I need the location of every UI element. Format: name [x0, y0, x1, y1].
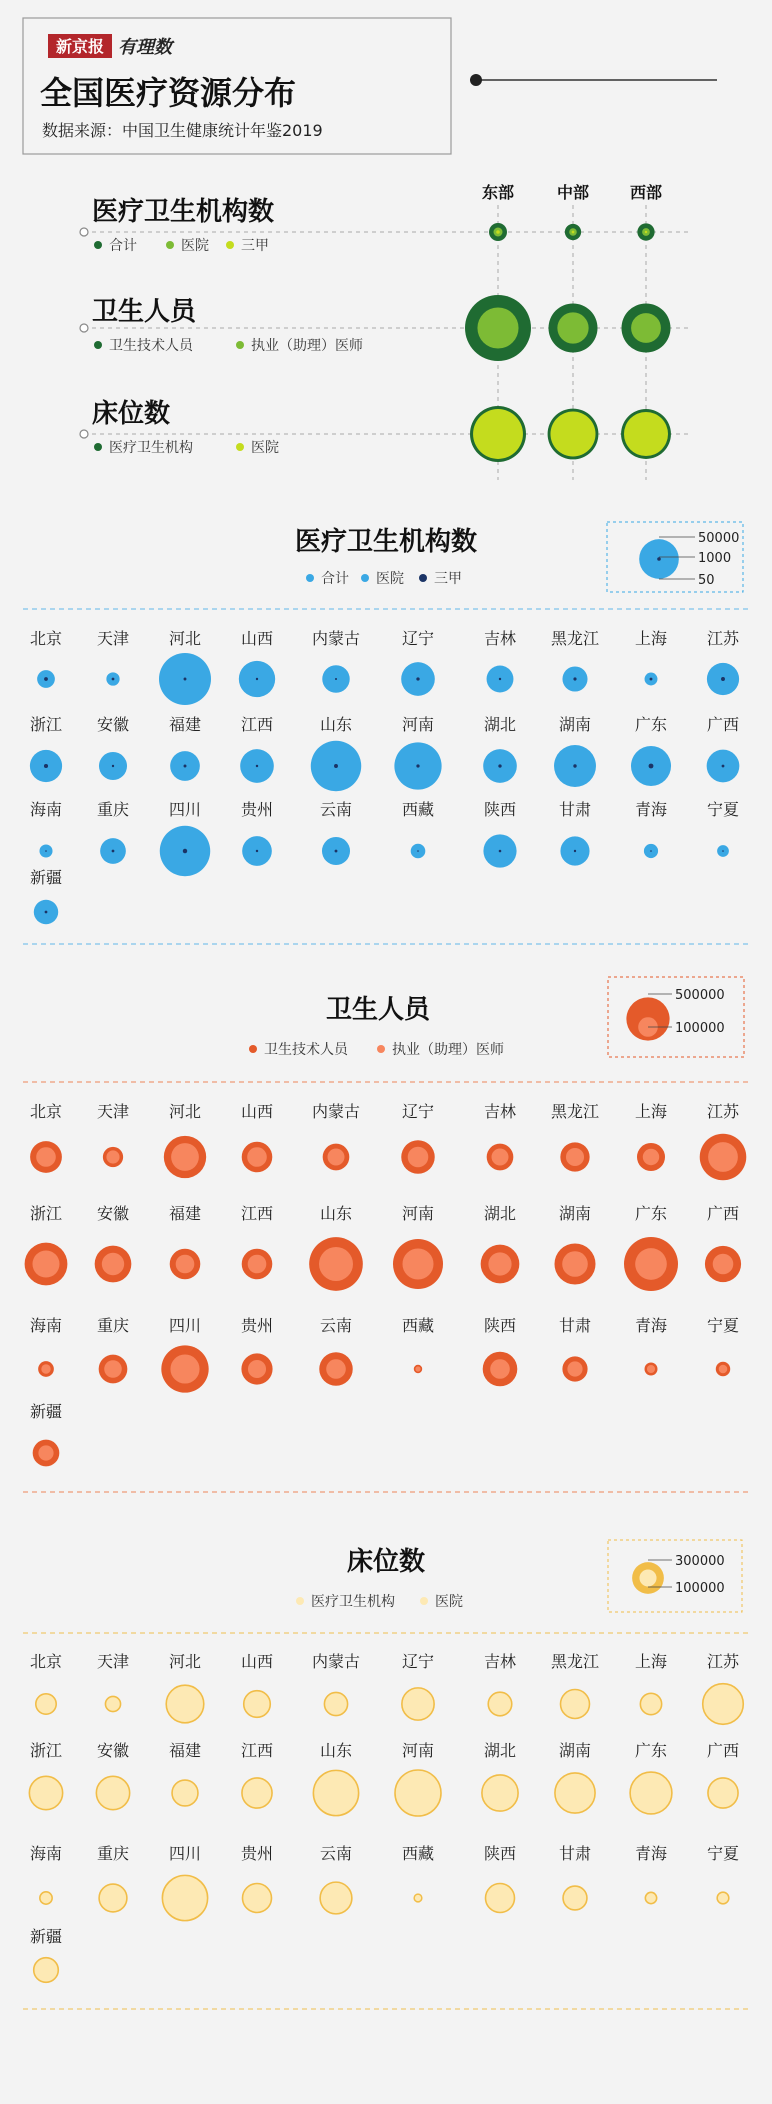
- bubble-三甲-山东: [334, 764, 338, 768]
- province-label: 内蒙古: [311, 629, 361, 648]
- bubble-医院-东部: [473, 409, 523, 459]
- province-label: 广西: [706, 1741, 740, 1760]
- bubble-执业（助理）医师-四川: [170, 1354, 199, 1383]
- bubble-三甲-上海: [650, 678, 653, 681]
- province-label: 江苏: [706, 1102, 740, 1121]
- bubble-执业（助理）医师-新疆: [38, 1445, 53, 1460]
- bubble-医院-贵州: [245, 1886, 270, 1911]
- province-label: 湖北: [483, 715, 517, 734]
- bubble-医院-内蒙古: [326, 1694, 346, 1714]
- bubble-执业（助理）医师-安徽: [102, 1253, 124, 1275]
- bubble-三甲-海南: [45, 850, 47, 852]
- header-rule-dot: [470, 74, 482, 86]
- province-label: 贵州: [240, 1316, 274, 1335]
- province-label: 安徽: [96, 715, 130, 734]
- scale-legend-box: [608, 1540, 742, 1612]
- province-label: 西藏: [401, 1316, 435, 1335]
- province-label: 黑龙江: [550, 1652, 600, 1671]
- province-label: 浙江: [29, 1741, 63, 1760]
- province-label: 山西: [240, 629, 274, 648]
- bubble-执业（助理）医师-辽宁: [408, 1147, 429, 1168]
- chart-title: 床位数: [346, 1547, 426, 1577]
- province-label: 天津: [96, 1652, 130, 1671]
- bubble-三甲-西部: [645, 231, 647, 233]
- bubble-医院-北京: [37, 1695, 55, 1713]
- province-label: 上海: [634, 1102, 668, 1121]
- province-label: 江西: [240, 1741, 274, 1760]
- beds-chart: [23, 1540, 749, 2009]
- province-label: 福建: [168, 1741, 202, 1760]
- personnel-chart: [23, 977, 749, 1492]
- province-label: 山东: [319, 1741, 353, 1760]
- bubble-执业（助理）医师-湖南: [562, 1251, 588, 1277]
- legend-swatch: [166, 241, 174, 249]
- group-guide-dot: [80, 228, 88, 236]
- province-label: 吉林: [483, 1102, 517, 1121]
- scale-label: 1000: [698, 551, 732, 566]
- bubble-医院-海南: [41, 1893, 51, 1903]
- bubble-执业（助理）医师-云南: [326, 1359, 346, 1379]
- scale-label: 500000: [675, 988, 725, 1003]
- province-label: 广东: [634, 1741, 668, 1760]
- legend-swatch: [296, 1597, 304, 1605]
- bubble-三甲-贵州: [256, 850, 258, 852]
- bubble-执业（助理）医师-广西: [713, 1254, 734, 1275]
- province-label: 海南: [29, 1844, 63, 1863]
- province-label: 重庆: [96, 1316, 130, 1335]
- province-label: 黑龙江: [550, 1102, 600, 1121]
- legend-swatch: [94, 341, 102, 349]
- bubble-三甲-安徽: [112, 765, 114, 767]
- legend-swatch: [306, 574, 314, 582]
- bubble-三甲-湖北: [498, 764, 501, 767]
- bubble-医院-黑龙江: [562, 1691, 587, 1716]
- bubble-执业（助理）医师-青海: [647, 1365, 655, 1373]
- bubble-执业（助理）医师-北京: [36, 1147, 56, 1167]
- bubble-医院-湖北: [485, 1778, 515, 1808]
- province-label: 宁夏: [706, 1844, 740, 1863]
- province-label: 河北: [168, 1652, 202, 1671]
- header: [23, 18, 717, 154]
- province-label: 辽宁: [401, 1102, 435, 1121]
- legend-label: 执业（助理）医师: [392, 1042, 504, 1058]
- bubble-三甲-新疆: [45, 911, 48, 914]
- province-label: 山东: [319, 1204, 353, 1223]
- group-title: 医疗卫生机构数: [92, 197, 275, 227]
- province-label: 北京: [29, 629, 63, 648]
- bubble-医院-天津: [106, 1697, 119, 1710]
- group-title: 卫生人员: [92, 297, 197, 327]
- province-label: 广东: [634, 715, 668, 734]
- bubble-医院-辽宁: [404, 1690, 432, 1718]
- bubble-三甲-北京: [44, 677, 48, 681]
- bubble-医院-陕西: [488, 1886, 513, 1911]
- province-label: 安徽: [96, 1741, 130, 1760]
- bubble-执业（助理）医师-甘肃: [567, 1361, 582, 1376]
- bubble-医院-广东: [633, 1775, 669, 1811]
- bubble-医院-河南: [399, 1774, 438, 1813]
- bubble-三甲-浙江: [44, 764, 48, 768]
- province-label: 四川: [168, 800, 202, 819]
- bubble-三甲-广东: [649, 764, 654, 769]
- legend-swatch: [361, 574, 369, 582]
- province-label: 安徽: [96, 1204, 130, 1223]
- province-label: 海南: [29, 1316, 63, 1335]
- bubble-三甲-西藏: [417, 850, 419, 852]
- province-label: 重庆: [96, 1844, 130, 1863]
- brand-subname: 有理数: [118, 37, 172, 58]
- bubble-执业（助理）医师-重庆: [104, 1360, 122, 1378]
- legend-swatch: [94, 241, 102, 249]
- scale-label: 300000: [675, 1554, 725, 1569]
- bubble-执业（助理）医师-山西: [247, 1147, 267, 1167]
- bubble-执业（助理）医师-贵州: [248, 1360, 266, 1378]
- bubble-三甲-河北: [184, 678, 187, 681]
- province-label: 甘肃: [558, 1844, 592, 1863]
- bubble-三甲-云南: [335, 850, 338, 853]
- legend-swatch: [236, 341, 244, 349]
- legend-label: 合计: [109, 238, 137, 254]
- province-label: 宁夏: [706, 1316, 740, 1335]
- province-label: 云南: [319, 1316, 353, 1335]
- province-label: 辽宁: [401, 1652, 435, 1671]
- bubble-执业（助理）医师-山东: [319, 1247, 353, 1281]
- bubble-医院-四川: [166, 1879, 204, 1917]
- bubble-执业（助理）医师-江西: [248, 1255, 267, 1274]
- bubble-三甲-广西: [722, 765, 725, 768]
- bubble-医院-江西: [245, 1781, 270, 1806]
- province-label: 广西: [706, 1204, 740, 1223]
- bubble-医院-云南: [322, 1884, 349, 1911]
- bubble-三甲-湖南: [573, 764, 576, 767]
- province-label: 四川: [168, 1316, 202, 1335]
- province-label: 浙江: [29, 1204, 63, 1223]
- legend-label: 三甲: [241, 238, 269, 254]
- bubble-执业（助理）医师-湖北: [488, 1252, 511, 1275]
- bubble-三甲-吉林: [499, 678, 501, 680]
- province-label: 甘肃: [558, 800, 592, 819]
- legend-swatch: [226, 241, 234, 249]
- province-label: 江西: [240, 1204, 274, 1223]
- province-label: 西藏: [401, 800, 435, 819]
- province-label: 河南: [401, 1741, 435, 1760]
- province-label: 宁夏: [706, 800, 740, 819]
- bubble-三甲-陕西: [499, 850, 502, 853]
- province-label: 广东: [634, 1204, 668, 1223]
- scale-bubble: [639, 1569, 656, 1586]
- legend-label: 合计: [321, 571, 349, 587]
- bubble-三甲-辽宁: [416, 677, 419, 680]
- province-label: 湖北: [483, 1204, 517, 1223]
- bubble-执业（助理）医师-上海: [643, 1149, 659, 1165]
- scale-label: 100000: [675, 1021, 725, 1036]
- province-label: 北京: [29, 1102, 63, 1121]
- group-guide-dot: [80, 430, 88, 438]
- bubble-三甲-内蒙古: [335, 678, 337, 680]
- province-label: 新疆: [29, 1402, 63, 1421]
- bubble-三甲-重庆: [112, 850, 115, 853]
- legend-swatch: [249, 1045, 257, 1053]
- province-label: 山西: [240, 1102, 274, 1121]
- chart-title: 医疗卫生机构数: [294, 527, 478, 557]
- province-label: 新疆: [29, 868, 63, 887]
- bubble-医院-上海: [641, 1694, 660, 1713]
- scale-label: 50: [698, 573, 715, 588]
- province-label: 青海: [634, 800, 668, 819]
- bubble-三甲-河南: [416, 764, 419, 767]
- bubble-医院-山西: [246, 1693, 268, 1715]
- province-label: 浙江: [29, 715, 63, 734]
- bubble-执业（助理）医师-西藏: [415, 1366, 420, 1371]
- bubble-三甲-福建: [184, 765, 187, 768]
- bubble-三甲-黑龙江: [573, 677, 576, 680]
- bubble-执业（助理）医师-陕西: [490, 1359, 510, 1379]
- data-source: 数据来源：中国卫生健康统计年鉴2019: [42, 121, 323, 140]
- legend-label: 卫生技术人员: [264, 1042, 348, 1058]
- bubble-医院-重庆: [101, 1886, 124, 1909]
- province-label: 四川: [168, 1844, 202, 1863]
- province-label: 新疆: [29, 1927, 63, 1946]
- province-label: 河南: [401, 715, 435, 734]
- province-label: 天津: [96, 1102, 130, 1121]
- bubble-医院-宁夏: [718, 1893, 728, 1903]
- bubble-执业（助理）医师-河北: [171, 1143, 199, 1171]
- legend-label: 卫生技术人员: [109, 338, 193, 354]
- province-label: 上海: [634, 1652, 668, 1671]
- legend-swatch: [420, 1597, 428, 1605]
- bubble-医院-广西: [711, 1781, 736, 1806]
- province-label: 福建: [168, 1204, 202, 1223]
- bubble-三甲-江西: [256, 765, 258, 767]
- bubble-医院-西藏: [415, 1895, 421, 1901]
- bubble-三甲-甘肃: [574, 850, 576, 852]
- page-title: 全国医疗资源分布: [40, 74, 297, 112]
- legend-label: 三甲: [434, 571, 462, 587]
- bubble-执业（助理）医师-黑龙江: [566, 1148, 584, 1166]
- province-label: 吉林: [483, 629, 517, 648]
- province-label: 重庆: [96, 800, 130, 819]
- column-label: 中部: [556, 183, 590, 202]
- bubble-医院-浙江: [31, 1778, 60, 1807]
- province-label: 陕西: [483, 1316, 517, 1335]
- province-label: 甘肃: [558, 1316, 592, 1335]
- province-label: 山西: [240, 1652, 274, 1671]
- province-label: 上海: [634, 629, 668, 648]
- bubble-三甲-宁夏: [722, 850, 724, 852]
- brand-name: 新京报: [55, 37, 105, 56]
- province-label: 陕西: [483, 800, 517, 819]
- legend-label: 医疗卫生机构: [311, 1594, 395, 1610]
- province-label: 福建: [168, 715, 202, 734]
- bubble-执业（助理）医师-中部: [557, 312, 588, 343]
- bubble-医院-新疆: [36, 1960, 57, 1981]
- group-title: 床位数: [92, 399, 171, 429]
- bubble-三甲-东部: [496, 230, 500, 234]
- province-label: 江西: [240, 715, 274, 734]
- province-label: 云南: [319, 1844, 353, 1863]
- bubble-医院-西部: [624, 412, 668, 456]
- province-label: 辽宁: [401, 629, 435, 648]
- province-label: 河北: [168, 629, 202, 648]
- bubble-执业（助理）医师-河南: [402, 1248, 433, 1279]
- bubble-医院-湖南: [558, 1776, 592, 1810]
- legend-label: 医疗卫生机构: [109, 440, 193, 456]
- province-label: 陕西: [483, 1844, 517, 1863]
- province-label: 贵州: [240, 1844, 274, 1863]
- province-label: 吉林: [483, 1652, 517, 1671]
- scale-label: 50000: [698, 531, 740, 546]
- bubble-医院-中部: [550, 411, 595, 456]
- province-label: 湖南: [558, 715, 592, 734]
- province-label: 青海: [634, 1316, 668, 1335]
- bubble-三甲-青海: [650, 850, 652, 852]
- bubble-执业（助理）医师-浙江: [32, 1250, 59, 1277]
- bubble-医院-福建: [174, 1782, 196, 1804]
- bubble-医院-安徽: [99, 1779, 127, 1807]
- province-label: 湖北: [483, 1741, 517, 1760]
- bubble-执业（助理）医师-宁夏: [719, 1365, 728, 1374]
- group-guide-dot: [80, 324, 88, 332]
- bubble-执业（助理）医师-吉林: [492, 1149, 509, 1166]
- regional-comparison: [80, 183, 690, 480]
- bubble-三甲-天津: [112, 678, 115, 681]
- province-label: 海南: [29, 800, 63, 819]
- bubble-执业（助理）医师-天津: [106, 1150, 119, 1163]
- bubble-医院-河北: [169, 1688, 201, 1720]
- province-label: 湖南: [558, 1204, 592, 1223]
- bubble-执业（助理）医师-江苏: [708, 1142, 738, 1172]
- column-label: 东部: [481, 183, 515, 202]
- bubble-执业（助理）医师-福建: [176, 1255, 195, 1274]
- province-label: 西藏: [401, 1844, 435, 1863]
- chart-title: 卫生人员: [325, 995, 431, 1025]
- province-label: 天津: [96, 629, 130, 648]
- bubble-执业（助理）医师-海南: [41, 1364, 50, 1373]
- scale-label: 100000: [675, 1581, 725, 1596]
- province-label: 江苏: [706, 1652, 740, 1671]
- legend-label: 医院: [251, 440, 279, 456]
- legend-label: 执业（助理）医师: [251, 338, 363, 354]
- bubble-三甲-中部: [572, 231, 575, 234]
- legend-swatch: [419, 574, 427, 582]
- province-label: 江苏: [706, 629, 740, 648]
- bubble-医院-吉林: [490, 1694, 510, 1714]
- legend-swatch: [94, 443, 102, 451]
- province-label: 云南: [319, 800, 353, 819]
- bubble-三甲-山西: [256, 678, 258, 680]
- province-label: 青海: [634, 1844, 668, 1863]
- bubble-医院-甘肃: [565, 1888, 585, 1908]
- legend-swatch: [236, 443, 244, 451]
- bubble-执业（助理）医师-广东: [635, 1248, 667, 1280]
- bubble-三甲-江苏: [721, 677, 725, 681]
- province-label: 广西: [706, 715, 740, 734]
- bubble-执业（助理）医师-内蒙古: [328, 1149, 345, 1166]
- province-label: 贵州: [240, 800, 274, 819]
- province-label: 河南: [401, 1204, 435, 1223]
- province-label: 黑龙江: [550, 629, 600, 648]
- bubble-医院-山东: [317, 1774, 355, 1812]
- province-label: 湖南: [558, 1741, 592, 1760]
- institutions-chart: [23, 522, 749, 944]
- province-label: 山东: [319, 715, 353, 734]
- legend-label: 医院: [376, 571, 404, 587]
- legend-swatch: [377, 1045, 385, 1053]
- bubble-执业（助理）医师-西部: [631, 313, 661, 343]
- bubble-医院-青海: [646, 1893, 655, 1902]
- bubble-三甲-四川: [183, 849, 187, 853]
- province-label: 内蒙古: [311, 1102, 361, 1121]
- province-label: 内蒙古: [311, 1652, 361, 1671]
- province-label: 北京: [29, 1652, 63, 1671]
- bubble-执业（助理）医师-东部: [477, 307, 518, 348]
- legend-label: 医院: [435, 1594, 463, 1610]
- province-label: 河北: [168, 1102, 202, 1121]
- column-label: 西部: [629, 183, 663, 202]
- legend-label: 医院: [181, 238, 209, 254]
- scale-bubble: [657, 557, 661, 561]
- bubble-医院-江苏: [706, 1687, 740, 1721]
